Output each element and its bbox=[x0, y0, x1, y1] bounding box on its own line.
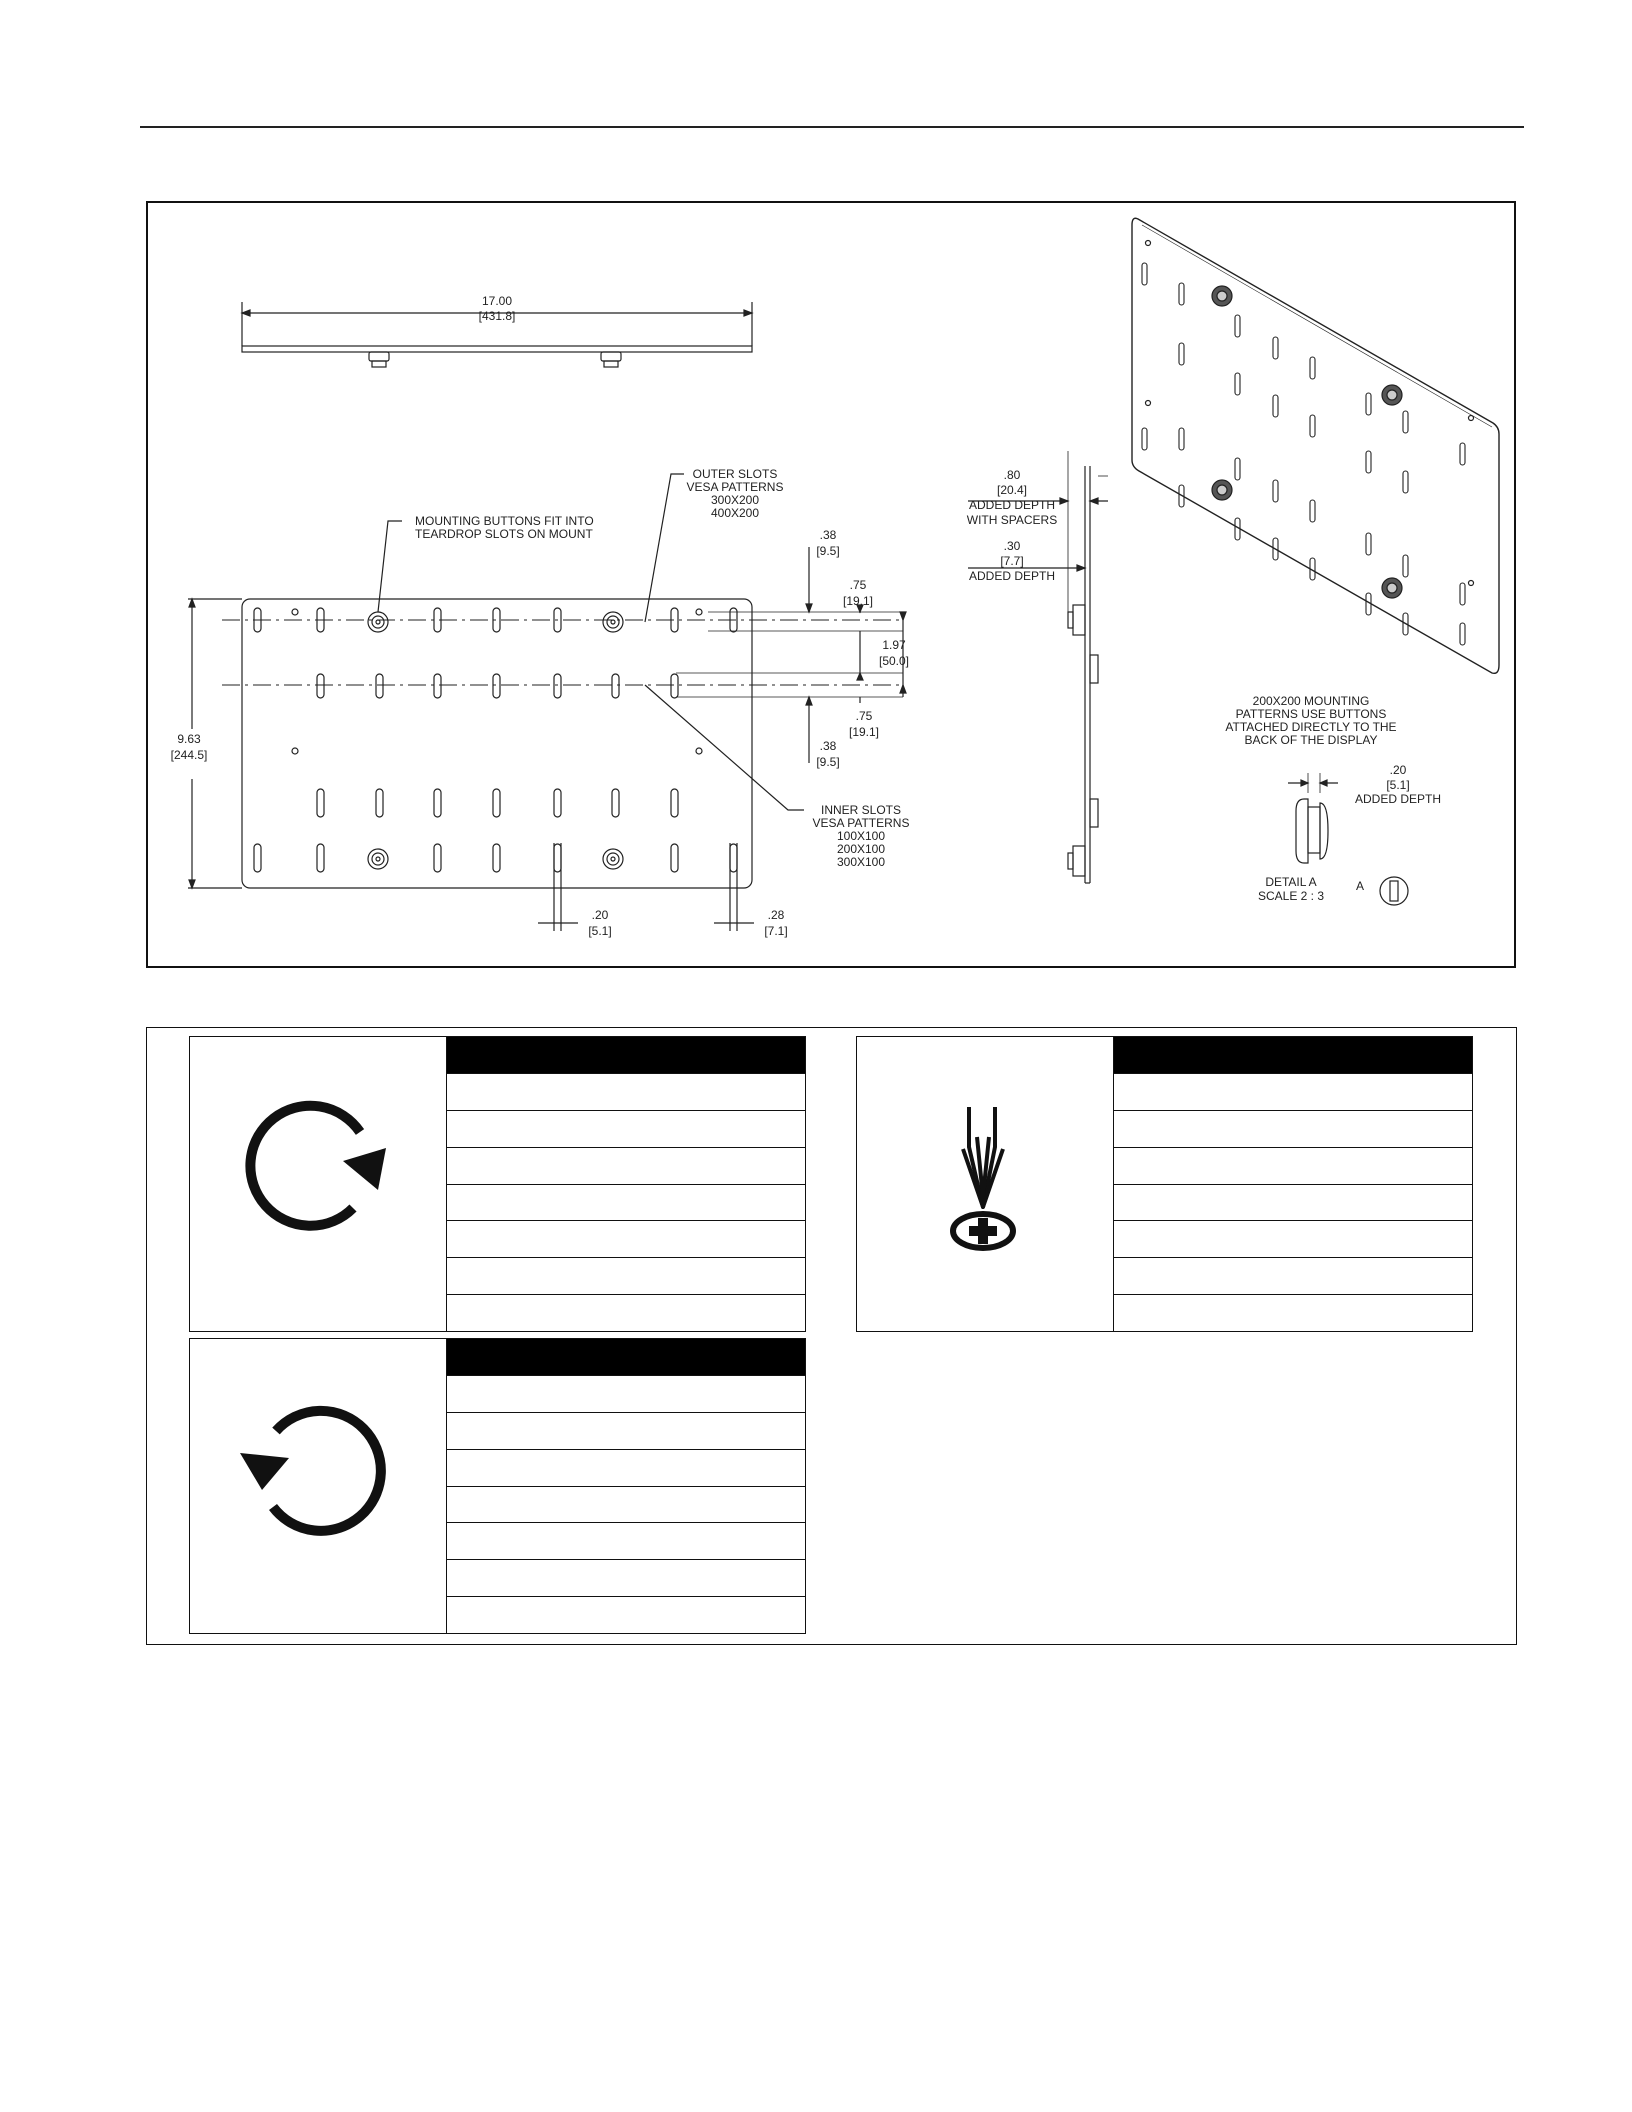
spec-row bbox=[447, 1486, 805, 1523]
loosen-spec-table bbox=[447, 1339, 805, 1633]
detail-depth-dim: .20 bbox=[1389, 763, 1407, 777]
spec-row bbox=[447, 1522, 805, 1559]
inner-slots-300x100: 300X100 bbox=[836, 855, 886, 869]
inner-slots-label: INNER SLOTS bbox=[820, 803, 902, 817]
dim-28: .28 bbox=[767, 908, 785, 922]
dim-75-bot: .75 bbox=[855, 709, 873, 723]
depth-spacers-label1: ADDED DEPTH bbox=[968, 498, 1056, 512]
detail-depth-label: ADDED DEPTH bbox=[1354, 792, 1442, 806]
phillips-screwdriver-icon bbox=[857, 1037, 1113, 1330]
depth-spacers-label2: WITH SPACERS bbox=[966, 513, 1058, 527]
outer-slots-400x200: 400X200 bbox=[710, 506, 760, 520]
buttons-note-line1: MOUNTING BUTTONS FIT INTO bbox=[415, 514, 594, 528]
note-200-line3: ATTACHED DIRECTLY TO THE bbox=[1225, 720, 1397, 734]
dim-38-top: .38 bbox=[819, 528, 837, 542]
dim-197-mm: [50.0] bbox=[878, 654, 910, 668]
outer-slots-300x200: 300X200 bbox=[710, 493, 760, 507]
spec-row bbox=[447, 1220, 805, 1257]
tighten-spec-table bbox=[447, 1037, 805, 1331]
note-200-line1: 200X200 MOUNTING bbox=[1252, 694, 1370, 708]
spec-row bbox=[447, 1596, 805, 1633]
height-dim-mm: [244.5] bbox=[170, 748, 208, 762]
depth-dim: .30 bbox=[1003, 539, 1021, 553]
counterclockwise-arrow-icon bbox=[190, 1339, 446, 1632]
spec-row bbox=[1114, 1147, 1472, 1184]
dim-38-top-mm: [9.5] bbox=[816, 544, 840, 558]
inner-slots-vesa: VESA PATTERNS bbox=[812, 816, 910, 830]
screwdriver-icon-cell bbox=[857, 1037, 1114, 1331]
dim-38-bot-mm: [9.5] bbox=[816, 755, 840, 769]
note-200-line2: PATTERNS USE BUTTONS bbox=[1235, 707, 1387, 721]
spec-row bbox=[447, 1257, 805, 1294]
depth-dim-mm: [7.7] bbox=[1000, 554, 1024, 568]
tool-specification-panel bbox=[146, 1027, 1517, 1645]
spec-row bbox=[447, 1294, 805, 1331]
spec-row bbox=[447, 1184, 805, 1221]
loosen-card bbox=[189, 1338, 806, 1634]
dim-197: 1.97 bbox=[882, 638, 906, 652]
technical-drawing bbox=[148, 203, 1518, 970]
tighten-card bbox=[189, 1036, 806, 1332]
clockwise-arrow-icon bbox=[190, 1037, 446, 1330]
spec-row bbox=[1114, 1073, 1472, 1110]
note-200-line4: BACK OF THE DISPLAY bbox=[1244, 733, 1378, 747]
spec-row bbox=[1114, 1257, 1472, 1294]
spec-header bbox=[447, 1339, 805, 1375]
spec-row bbox=[1114, 1220, 1472, 1257]
spec-row bbox=[1114, 1294, 1472, 1331]
spec-header bbox=[447, 1037, 805, 1073]
inner-slots-100x100: 100X100 bbox=[836, 829, 886, 843]
overall-width-dim-mm: [431.8] bbox=[478, 309, 516, 323]
detail-a-ref: A bbox=[1355, 879, 1365, 893]
inner-slots-200x100: 200X100 bbox=[836, 842, 886, 856]
depth-spacers-dim: .80 bbox=[1003, 468, 1021, 482]
header-rule bbox=[140, 126, 1524, 128]
detail-a-title: DETAIL A bbox=[1265, 875, 1317, 889]
screwdriver-card bbox=[856, 1036, 1473, 1332]
depth-label: ADDED DEPTH bbox=[968, 569, 1056, 583]
dim-38-bot: .38 bbox=[819, 739, 837, 753]
technical-drawing-panel bbox=[146, 201, 1516, 968]
spec-row bbox=[447, 1559, 805, 1596]
detail-a-scale: SCALE 2 : 3 bbox=[1257, 889, 1325, 903]
spec-row bbox=[447, 1449, 805, 1486]
loosen-icon-cell bbox=[190, 1339, 447, 1633]
spec-row bbox=[447, 1147, 805, 1184]
dim-75-top-mm: [19.1] bbox=[842, 594, 874, 608]
screwdriver-spec-table bbox=[1114, 1037, 1472, 1331]
height-dim: 9.63 bbox=[177, 732, 201, 746]
depth-spacers-dim-mm: [20.4] bbox=[996, 483, 1028, 497]
outer-slots-vesa: VESA PATTERNS bbox=[686, 480, 784, 494]
detail-depth-dim-mm: [5.1] bbox=[1386, 778, 1410, 792]
dim-75-bot-mm: [19.1] bbox=[848, 725, 880, 739]
spec-row bbox=[447, 1375, 805, 1412]
tighten-icon-cell bbox=[190, 1037, 447, 1331]
overall-width-dim: 17.00 bbox=[481, 294, 513, 308]
spec-row bbox=[1114, 1184, 1472, 1221]
dim-28-mm: [7.1] bbox=[764, 924, 788, 938]
spec-header bbox=[1114, 1037, 1472, 1073]
dim-75-top: .75 bbox=[849, 578, 867, 592]
buttons-note-line2: TEARDROP SLOTS ON MOUNT bbox=[415, 527, 593, 541]
spec-row bbox=[447, 1073, 805, 1110]
spec-row bbox=[447, 1110, 805, 1147]
dim-20-mm: [5.1] bbox=[588, 924, 612, 938]
dim-20: .20 bbox=[591, 908, 609, 922]
spec-row bbox=[1114, 1110, 1472, 1147]
outer-slots-label: OUTER SLOTS bbox=[692, 467, 778, 481]
spec-row bbox=[447, 1412, 805, 1449]
